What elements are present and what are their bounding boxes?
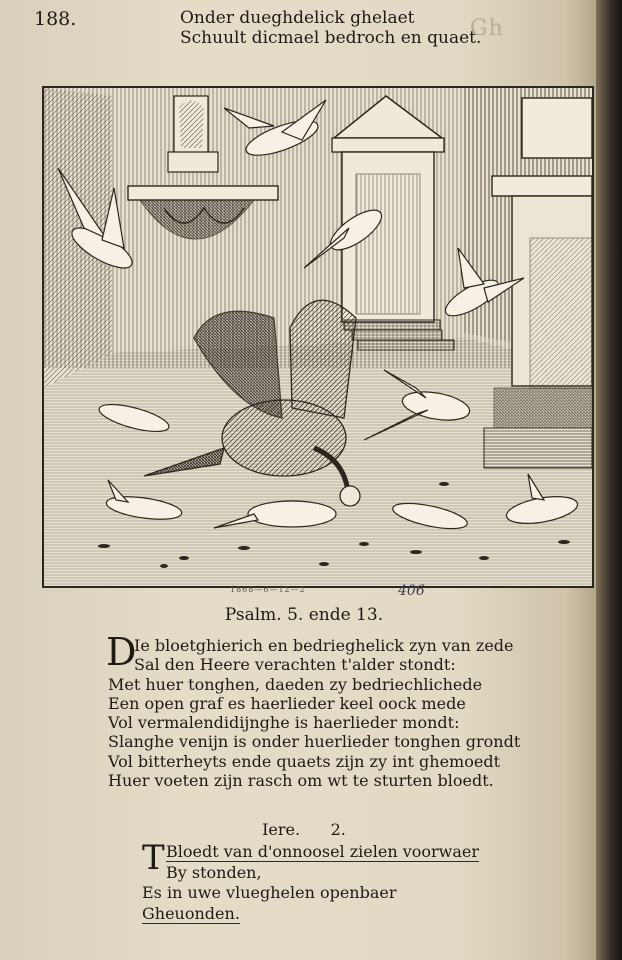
title-line-1: Onder dueghdelick ghelaet [180, 8, 415, 28]
verse-line: Vol bitterheyts ende quaets zijn zy int ghemoedt [108, 751, 500, 771]
engraving-plate [42, 86, 594, 588]
title-line-2: Schuult dicmael bedroch en quaet. [180, 28, 482, 48]
handwritten-number: 406 [398, 583, 425, 599]
verse-line [142, 842, 522, 863]
dropcap-T: T [142, 838, 165, 878]
eagle-and-doves-engraving [44, 88, 592, 586]
verse-line-text: Bloedt van d'onnoosel zielen voorwaer [166, 842, 480, 861]
verse-line: Ie bloetghierich en bedrieghelick zyn van zede [134, 636, 514, 655]
verse-line: Slanghe venijn is onder huerlieder tonghen grondt [108, 732, 521, 752]
verse-line: Sal den Heere verachten t'alder stondt: [134, 655, 456, 675]
verse-iere [142, 838, 522, 924]
page-gutter-edge [596, 0, 622, 960]
verse-line: Een open graf es haerlieder keel oock mede [108, 693, 466, 713]
dropcap-D: D [106, 630, 137, 674]
page-title [180, 8, 481, 48]
verse-heading-iere: Iere. 2. [262, 820, 346, 839]
bleed-through-text: Gh [470, 16, 504, 41]
verse-line: Huer voeten zijn rasch om wt te sturten bloedt. [108, 771, 494, 791]
verse-psalm [108, 636, 548, 790]
verse-line: Met huer tonghen, daeden zy bedriechlichede [108, 674, 483, 694]
verse-line: By stonden, [166, 862, 262, 882]
verse-line: Es in uwe vlueghelen openbaer [142, 883, 397, 902]
verse-heading-psalm: Psalm. 5. ende 13. [224, 605, 384, 625]
verse-line: Vol vermalendidijnghe is haerlieder mondt: [108, 713, 460, 733]
verse-line [142, 904, 522, 925]
museum-inventory-number: 1868—6—12—2 [230, 585, 306, 594]
page-number: 188. [34, 8, 77, 30]
verse-line-text: Gheuonden. [142, 903, 240, 923]
